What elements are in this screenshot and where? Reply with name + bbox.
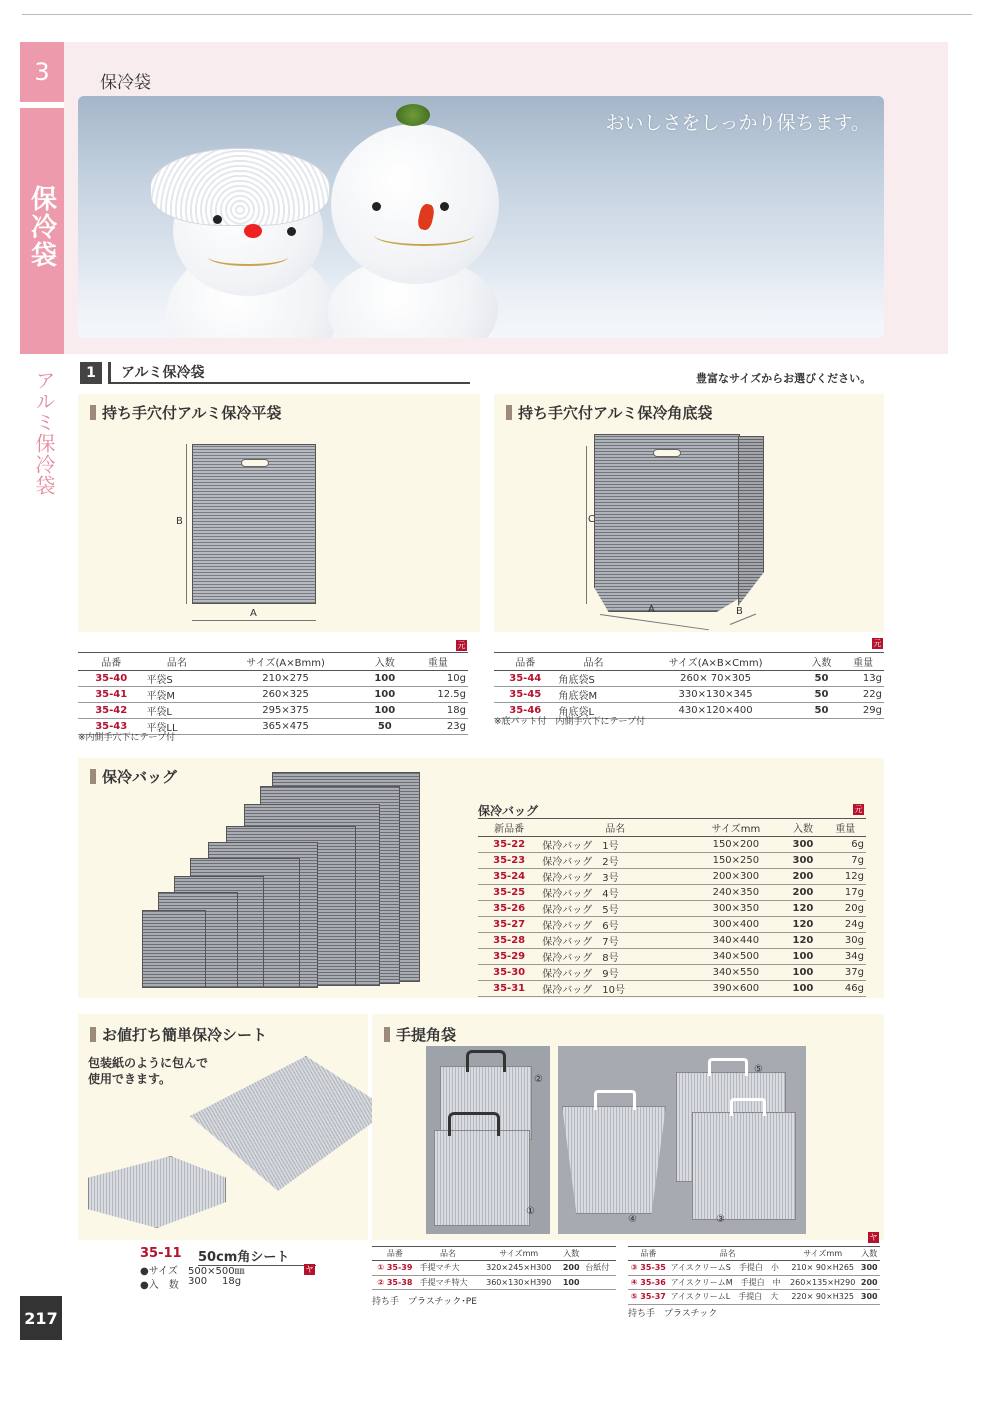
col-header: 品名 [669, 1247, 787, 1261]
sheet-heading: お値打ち簡単保冷シート [90, 1024, 267, 1045]
gusset-bag-image [594, 434, 740, 612]
table-row: 35-41 平袋M 260×325 100 12.5g [78, 687, 468, 703]
sheet-badge: ヤ [305, 1265, 314, 1274]
sheet-size-label: ●サイズ [140, 1266, 178, 1277]
marker-3: ③ [716, 1214, 725, 1225]
col-header: サイズmm [787, 1247, 859, 1261]
chapter-label: 保冷袋 [26, 185, 57, 269]
col-header: 入数 [362, 653, 408, 671]
cool-bag-heading: 保冷バッグ [90, 766, 177, 787]
col-header: サイズmm [690, 819, 781, 837]
chapter-divider [20, 102, 64, 108]
handle-bag-table-right [628, 1246, 880, 1305]
bag-4-image [562, 1106, 666, 1214]
table-row: 35-28 保冷バッグ 7号 340×440 120 30g [478, 933, 866, 949]
flat-bag-note: ※内側手穴下にテープ付 [78, 733, 176, 743]
gusset-bag-heading: 持ち手穴付アルミ保冷角底袋 [506, 402, 712, 423]
table-row: ④ 35-36 アイスクリームM 手提白 中 260×135×H290 200 [628, 1275, 880, 1290]
section-title: アルミ保冷袋 [108, 362, 470, 382]
table-row: 35-25 保冷バッグ 4号 240×350 200 17g [478, 885, 866, 901]
table-row: 35-22 保冷バッグ 1号 150×200 300 6g [478, 837, 866, 853]
table-row: 35-42 平袋L 295×375 100 18g [78, 703, 468, 719]
knit-hat [150, 148, 330, 226]
gusset-bag-table [494, 652, 884, 719]
sheet-desc-1: 包装紙のように包んで [88, 1056, 209, 1070]
cool-bag-table-title: 保冷バッグ [478, 804, 539, 818]
marker-5: ⑤ [754, 1064, 763, 1075]
col-header: 品名 [540, 819, 690, 837]
chapter-number: 3 [34, 58, 50, 86]
col-header: 品番 [372, 1247, 418, 1261]
dim-a-label: A [648, 604, 655, 615]
col-header [583, 1247, 616, 1261]
page-title: 保冷袋 [100, 73, 151, 93]
col-header: サイズ(A×Bmm) [209, 653, 361, 671]
table-row: 35-29 保冷バッグ 8号 340×500 100 34g [478, 949, 866, 965]
table-row: 35-46 角底袋L 430×120×400 50 29g [494, 703, 884, 719]
handle-bag-heading: 手提角袋 [384, 1024, 456, 1045]
sheet-desc-2: 使用できます。 [88, 1072, 172, 1086]
gusset-bag-note: ※底パット付 内側手穴下にテープ付 [494, 717, 646, 727]
marker-2: ② [534, 1074, 543, 1085]
col-header: 入数 [801, 653, 843, 671]
section-note: 豊富なサイズからお選びください。 [696, 372, 872, 385]
col-header: 新品番 [478, 819, 540, 837]
handle-bag-badge: ヤ [869, 1233, 878, 1242]
col-header: 入数 [859, 1247, 880, 1261]
sheet-weight: 18g [222, 1276, 242, 1287]
section-title-bar [108, 362, 470, 384]
table-row: 35-43 平袋LL 365×475 50 23g [78, 719, 468, 735]
col-header: 品名 [418, 1247, 479, 1261]
table-row: 35-23 保冷バッグ 2号 150×250 300 7g [478, 853, 866, 869]
sheet-qty-value: 300 [188, 1276, 208, 1287]
col-header: 重量 [842, 653, 884, 671]
cool-bag-table [478, 818, 866, 997]
handle-bag-note-right: 持ち手 プラスチック [628, 1309, 718, 1319]
bag-1-image [434, 1130, 530, 1226]
page-number: 217 [20, 1296, 62, 1340]
handle-bag-note-left: 持ち手 プラスチック･PE [372, 1297, 477, 1307]
col-header: サイズ(A×B×Cmm) [631, 653, 801, 671]
flat-bag-heading: 持ち手穴付アルミ保冷平袋 [90, 402, 281, 423]
table-row: ⑤ 35-37 アイスクリームL 手提白 大 220× 90×H325 300 [628, 1290, 880, 1305]
dim-c-label: C [588, 514, 595, 525]
hero-image [78, 96, 884, 338]
handle-bag-photo-left [426, 1046, 550, 1234]
leaf-sprout [396, 104, 430, 126]
cool-bag-2 [142, 910, 206, 988]
dim-b-label: B [176, 516, 183, 527]
flat-bag-badge: 元 [457, 641, 466, 650]
cool-bag-badge: 元 [854, 805, 863, 814]
gusset-bag-badge: 元 [873, 639, 882, 648]
table-row: 35-45 角底袋M 330×130×345 50 22g [494, 687, 884, 703]
col-header: 入数 [559, 1247, 583, 1261]
handle-bag-photo-right [558, 1046, 806, 1234]
col-header: 品番 [494, 653, 556, 671]
flat-bag-table [78, 652, 468, 735]
sheet-name: 50cm角シート [198, 1246, 316, 1266]
col-header: サイズmm [478, 1247, 559, 1261]
section-number: 1 [80, 362, 102, 384]
flat-bag-image [192, 444, 316, 604]
marker-4: ④ [628, 1214, 637, 1225]
top-rule [22, 14, 972, 15]
table-row: 35-31 保冷バッグ 10号 390×600 100 46g [478, 981, 866, 997]
handle-bag-table-left [372, 1246, 616, 1290]
dim-a-label: A [250, 608, 257, 619]
col-header: 品番 [78, 653, 144, 671]
col-header: 品名 [556, 653, 630, 671]
table-row: 35-24 保冷バッグ 3号 200×300 200 12g [478, 869, 866, 885]
sheet-code: 35-11 [140, 1246, 182, 1261]
table-row: ③ 35-35 アイスクリームS 手提白 小 210× 90×H265 300 [628, 1261, 880, 1276]
sheet-size-value: 500×500㎜ [188, 1266, 245, 1277]
table-row: 35-27 保冷バッグ 6号 300×400 120 24g [478, 917, 866, 933]
table-row: 35-26 保冷バッグ 5号 300×350 120 20g [478, 901, 866, 917]
table-row: 35-30 保冷バッグ 9号 340×550 100 37g [478, 965, 866, 981]
col-header: 品名 [144, 653, 209, 671]
table-row: ② 35-38 手提マチ特大 360×130×H390 100 [372, 1275, 616, 1290]
table-row: 35-40 平袋S 210×275 100 10g [78, 671, 468, 687]
chapter-subtitle: アルミ保冷袋 [32, 370, 56, 496]
col-header: 重量 [408, 653, 468, 671]
dim-b-label: B [736, 606, 743, 617]
bag-3-image [692, 1112, 796, 1220]
sheet-qty-label: ●入 数 [140, 1280, 179, 1291]
hero-tagline: おいしさをしっかり保ちます。 [605, 112, 870, 134]
table-row: 35-44 角底袋S 260× 70×305 50 13g [494, 671, 884, 687]
table-row: ① 35-39 手提マチ大 320×245×H300 200 台紙付 [372, 1261, 616, 1276]
snowman-head-right [331, 124, 499, 284]
col-header: 品番 [628, 1247, 669, 1261]
col-header: 重量 [824, 819, 866, 837]
marker-1: ① [526, 1206, 535, 1217]
col-header: 入数 [781, 819, 824, 837]
